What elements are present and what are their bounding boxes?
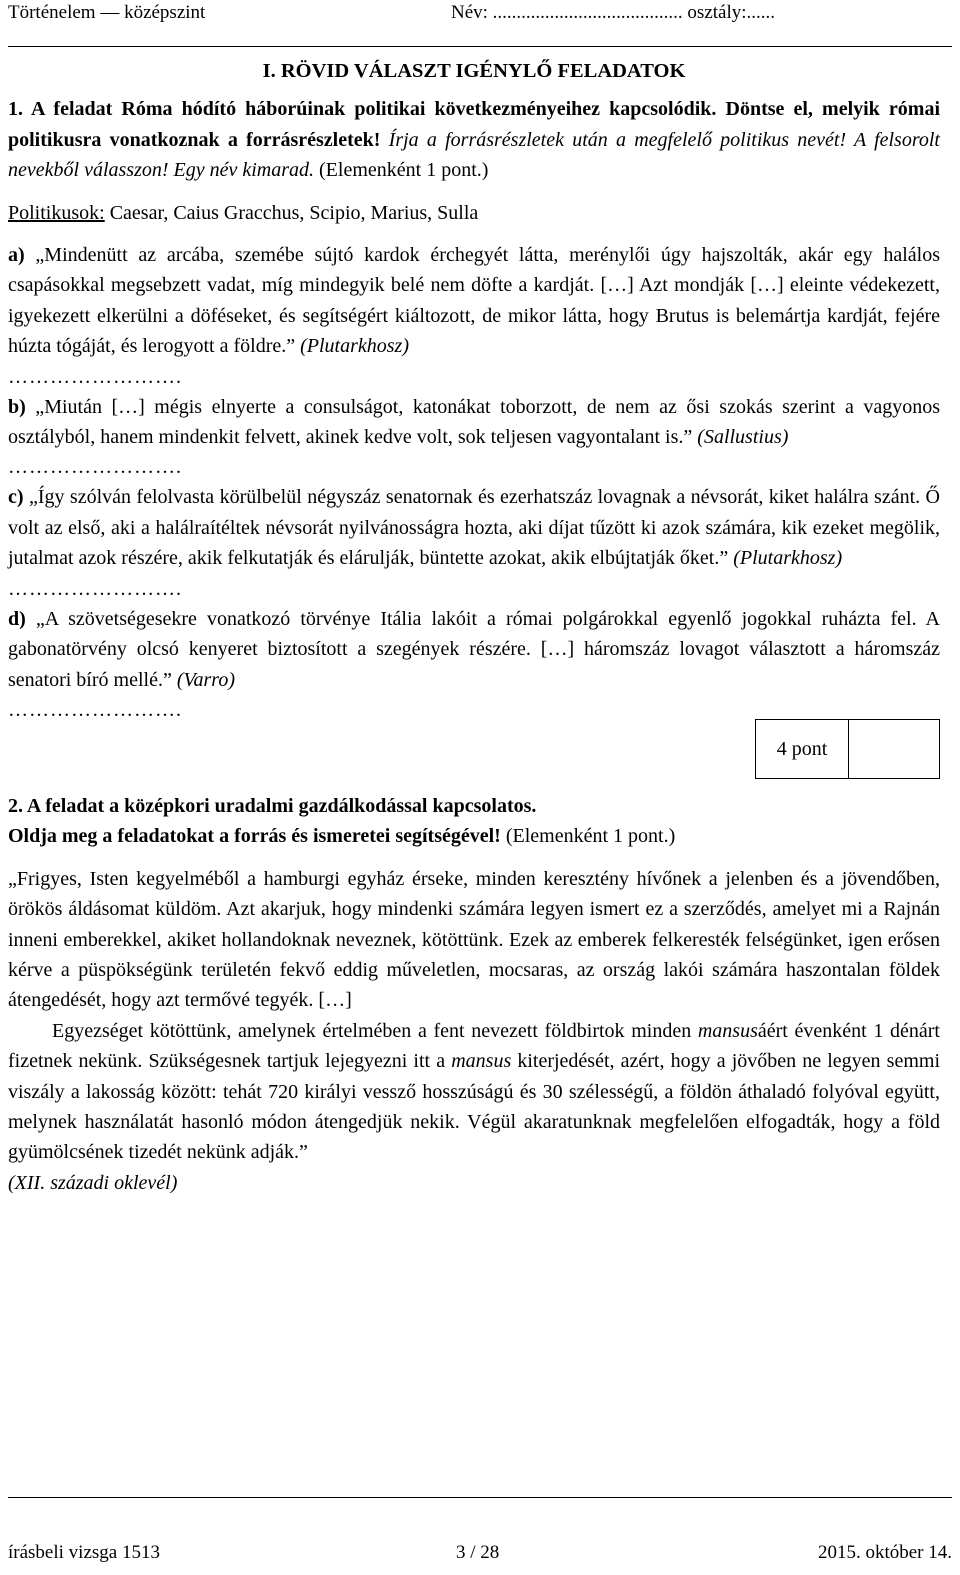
task2-instruction-bold: Oldja meg a feladatokat a forrás és ismeretei segítségével! — [8, 825, 501, 848]
page-header — [8, 2, 952, 28]
item-letter: c) — [8, 486, 24, 509]
politicians-line — [8, 198, 940, 228]
politicians-label: Politikusok: — [8, 201, 105, 224]
score-row — [8, 719, 940, 779]
quote-a — [8, 240, 940, 362]
term-mansus: mansus — [451, 1050, 512, 1073]
item-letter: a) — [8, 244, 25, 267]
footer-page-number: 3 / 28 — [456, 1542, 500, 1563]
task1-italic-instructions: Írja a forrásrészletek után a megfelelő politikus nevét! A felsorolt nevekből válasszon! Egy név kimarad. — [8, 128, 940, 182]
quote-source: (Plutarkhosz) — [300, 335, 409, 358]
paragraph-text: áért évenként 1 dénárt fizetnek nekünk. Szükségesnek tartjuk lejegyezni itt a — [8, 1019, 940, 1073]
answer-blank-c[interactable]: ……………………. — [8, 577, 182, 600]
score-label: 4 pont — [756, 720, 849, 778]
charter-paragraph-1: „Frigyes, Isten kegyelméből a hamburgi egyház érseke, minden keresztény hívőnek a jelenben és a jövendőben, örökös áldásomat küldöm. Azt akarjuk, hogy mindenki számára legyen ismert ez a szerződés, amelyet mi a Rajnán inneni emberekkel, akiket hollandoknak neveznek, kötöttünk. Ezek az emberek felkeresték felségünket, igen erősen kérve a püspökségünk területén fekvő eddig műveletlen, mocsaras, az ország lakói számára haszontalan földek átengedését, hogy azt termővé tegyék. […] — [8, 867, 940, 1012]
task1-instructions — [8, 94, 940, 185]
quote-b — [8, 392, 940, 453]
term-mansus: mansus — [697, 1019, 758, 1042]
page-content — [8, 56, 940, 1198]
paragraph-text: Egyezséget kötöttünk, amelynek értelmében a fent nevezett földbirtok minden — [52, 1019, 698, 1042]
page-footer — [8, 1542, 952, 1564]
paragraph-text: kiterjedését, azért, hogy a jövőben ne legyen semmi viszály a lakosság között: tehát 720 királyi vessző hosszúságú és 30 szélességű, a földön áthaladó folyóval együtt, melynek használatát hasonló módon átengedjük nekik. Végül akaratunknak megfelelően elfogadták, hogy a föld gyümölcsének tizedét nekünk adják.” — [8, 1050, 940, 1164]
header-divider — [8, 46, 952, 47]
quote-text: „Így szólván felolvasta körülbelül négyszáz senatornak és ezerhatszáz lovagnak a névsorát, kiket halálra szánt. Ő volt az első, aki a halálraítéltek névsorát nyilvánosságra hozta, aki díjat tűzött ki azok számára, kik ezeket megölik, jutalmat azok részére, akik felkutatják és elárulják, büntette azokat, akik elbújtatják őket.” — [8, 486, 940, 570]
task2-points-note: (Elemenként 1 pont.) — [500, 825, 676, 848]
quote-text: „A szövetségesekre vonatkozó törvénye Itália lakóit a római polgárokkal egyenlő jogokkal ruházta fel. A gabonatörvény olcsó kenyeret biztosított a szegények részére. […] háromszáz lovagot választott a háromszáz senatori bíró mellé.” — [8, 607, 940, 691]
footer-divider — [8, 1497, 952, 1498]
score-input-cell[interactable] — [849, 720, 939, 778]
header-name-field: Név: ........................................ osztály:...... — [451, 2, 776, 23]
score-box — [755, 719, 940, 779]
header-subject: Történelem — középszint — [8, 2, 206, 23]
quote-c — [8, 482, 940, 573]
item-letter: b) — [8, 395, 26, 418]
quote-source: (Varro) — [176, 668, 235, 691]
quote-text: „Miután […] mégis elnyerte a consulságot, katonákat toborzott, de nem az ősi szokás szerint a vagyonos osztályból, hanem mindenkit felvett, akinek kedve volt, sok teljesen vagyontalant is.” — [8, 395, 940, 449]
answer-blank-a[interactable]: ……………………. — [8, 365, 182, 388]
quote-text: „Mindenütt az arcába, szemébe sújtó kardok érchegyét látta, merénylői úgy hajszolták, akár egy halálos csapásokkal megsebzett vadat, míg mindegyik belé nem döfte a kardját. […] Azt mondják […] eleinte védekezett, igyekezett elkerülni a döféseket, és segítségért kiáltozott, de mikor látta, hogy Brutus is belemártja kardját, fejére húzta tógáját, és lerogyott a földre.” — [8, 244, 940, 358]
charter-source: (XII. századi oklevél) — [8, 1171, 178, 1194]
quote-source: (Plutarkhosz) — [733, 547, 843, 570]
footer-date: 2015. október 14. — [817, 1542, 952, 1563]
answer-blank-d[interactable]: ……………………. — [8, 698, 182, 721]
item-letter: d) — [8, 607, 26, 630]
charter-paragraph-2 — [8, 1016, 940, 1168]
answer-blank-b[interactable]: ……………………. — [8, 456, 182, 479]
section-title: I. RÖVID VÁLASZT IGÉNYLŐ FELADATOK — [262, 60, 686, 82]
politicians-list: Caesar, Caius Gracchus, Scipio, Marius, Sulla — [104, 201, 479, 224]
quote-d — [8, 604, 940, 695]
task1-points-note: (Elemenként 1 pont.) — [319, 159, 489, 182]
task2-instructions — [8, 821, 940, 851]
task2-title: 2. A feladat a középkori uradalmi gazdálkodással kapcsolatos. — [8, 794, 537, 817]
quote-source: (Sallustius) — [697, 426, 789, 449]
footer-exam-code: írásbeli vizsga 1513 — [8, 1542, 160, 1563]
task1-title: 1. A feladat Róma hódító háborúinak politikai következményeihez kapcsolódik. Döntse el, melyik római politikusra vonatkoznak a forrásrészletek! — [8, 98, 940, 151]
